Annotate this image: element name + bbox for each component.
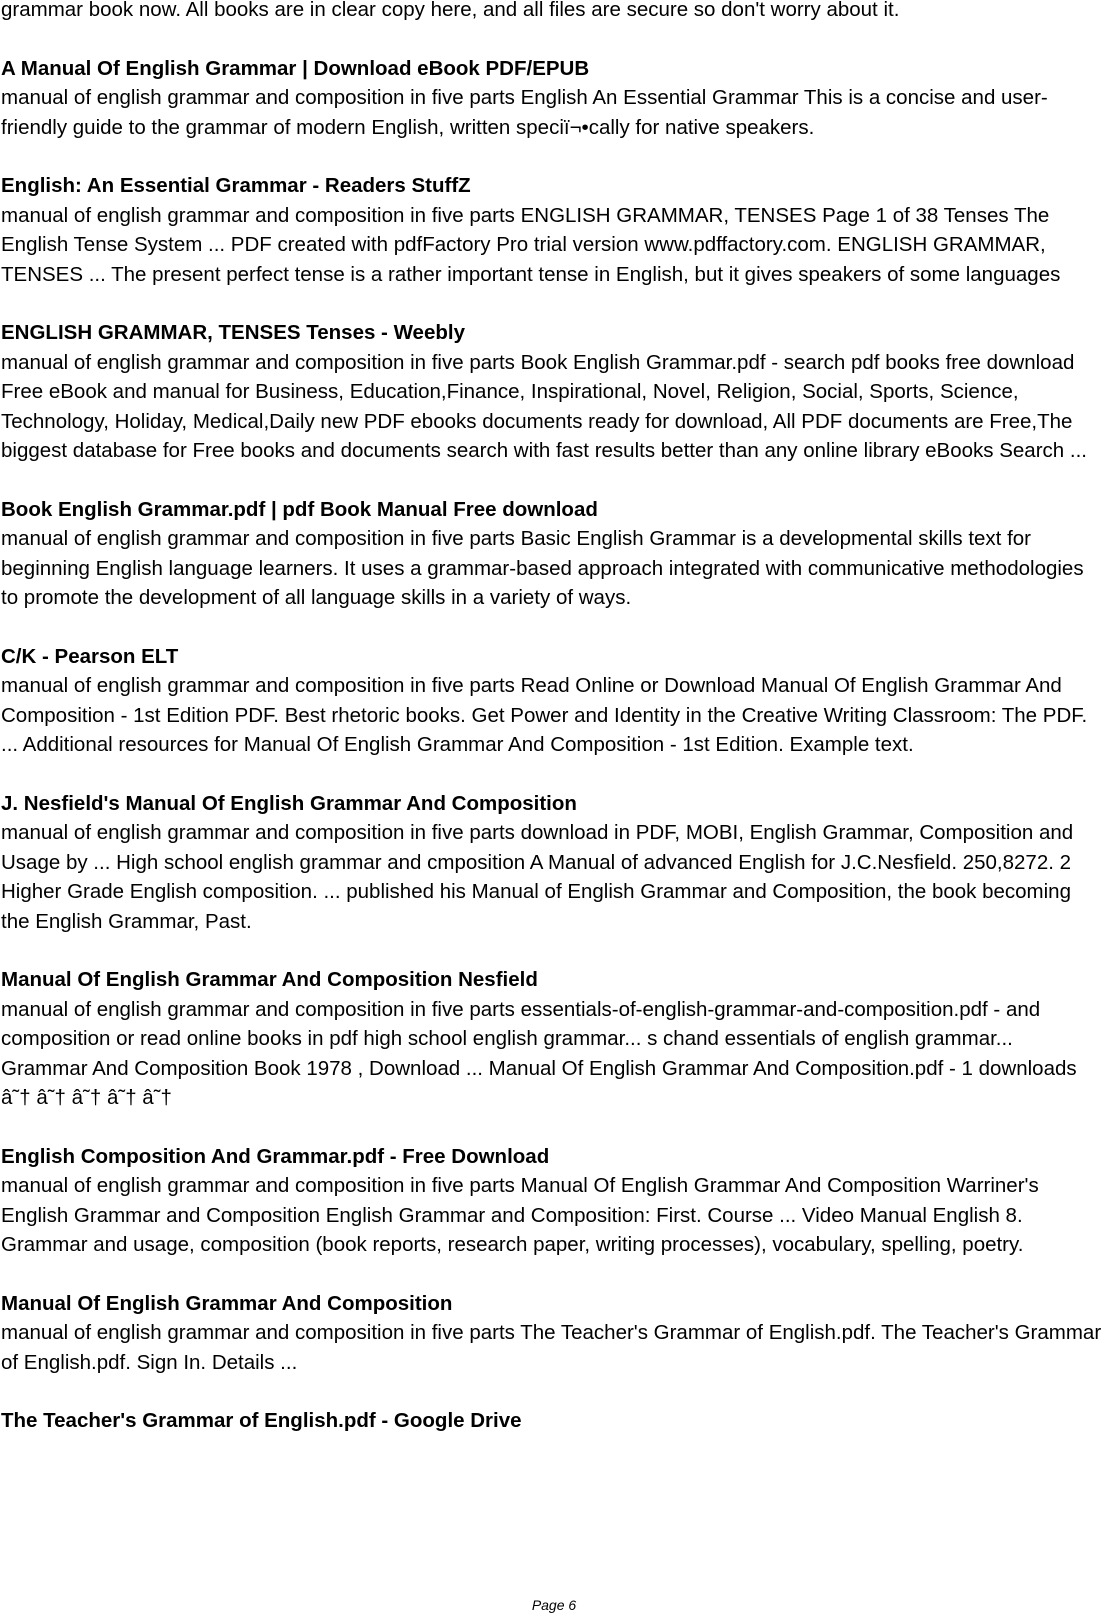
intro-paragraph: grammar book now. All books are in clear copy here, and all files are secure so don't worry about it. [1,0,900,21]
section-9 [1,1289,1105,1377]
section-heading: Book English Grammar.pdf | pdf Book Manual Free download [1,497,598,521]
page-number: Page 6 [531,1597,577,1613]
section-6 [1,789,1105,936]
section-body: manual of english grammar and composition in five parts Read Online or Download Manual Of English Grammar And Composition - 1st Edition PDF. Best rhetoric books. Get Power and Identity in the Creative Writing Classroom: The PDF. ... Additional resources for Manual Of English Grammar And Composition - 1st Edition. Example text. [1,674,1088,757]
section-heading: The Teacher's Grammar of English.pdf - Google Drive [1,1409,522,1433]
section-body: manual of english grammar and composition in five parts Manual Of English Grammar And Composition Warriner's English Grammar and Composition English Grammar and Composition: First. Course ... Video Manual English 8. Grammar and usage, composition (book reports, research paper, writing processes), vocabulary, spelling, poetry. [1,1174,1039,1256]
section-heading: ENGLISH GRAMMAR, TENSES Tenses - Weebly [1,321,465,345]
section-heading: A Manual Of English Grammar | Download eBook PDF/EPUB [1,56,590,80]
section-8 [1,1142,1105,1260]
section-4 [1,495,1105,613]
section-body: manual of english grammar and composition in five parts Book English Grammar.pdf - search pdf books free download Free eBook and manual for Business, Education,Finance, Inspirational, Novel, Religion, Social, Sports, Science, Technology, Holiday, Medical,Daily new PDF ebooks documents ready for download, All PDF documents are Free,The biggest database for Free books and documents search with fast results better than any online library eBooks Search ... [1,350,1087,463]
section-heading: Manual Of English Grammar And Composition [1,1291,453,1315]
section-body: manual of english grammar and composition in five parts English An Essential Grammar This is a concise and user-friendly guide to the grammar of modern English, written speciï¬•cally for native speakers. [1,86,1048,139]
section-heading: J. Nesfield's Manual Of English Grammar And Composition [1,791,577,815]
section-3 [1,318,1105,465]
document-page [1,0,1105,1436]
section-body: manual of english grammar and composition in five parts ENGLISH GRAMMAR, TENSES Page 1 of 38 Tenses The English Tense System ... PDF created with pdfFactory Pro trial version www.pdffactory.com. ENGLISH GRAMMAR, TENSES ... The present perfect tense is a rather important tense in English, but it gives speakers of some languages [1,203,1061,286]
section-heading: English Composition And Grammar.pdf - Free Download [1,1144,550,1168]
section-heading: English: An Essential Grammar - Readers StuffZ [1,174,471,198]
section-10 [1,1406,1105,1435]
section-5 [1,642,1105,760]
section-1 [1,54,1105,142]
section-heading: C/K - Pearson ELT [1,644,179,668]
section-2 [1,171,1105,289]
section-heading: Manual Of English Grammar And Composition Nesfield [1,968,538,992]
section-7 [1,965,1105,1112]
section-body: manual of english grammar and composition in five parts Basic English Grammar is a developmental skills text for beginning English language learners. It uses a grammar-based approach integrated with communicative methodologies to promote the development of all language skills in a variety of ways. [1,527,1084,610]
section-body: manual of english grammar and composition in five parts The Teacher's Grammar of English.pdf. The Teacher's Grammar of English.pdf. Sign In. Details ... [1,1321,1102,1374]
section-body: manual of english grammar and composition in five parts essentials-of-english-grammar-and-composition.pdf - and composition or read online books in pdf high school english grammar... s chand essentials of english grammar... Grammar And Composition Book 1978 , Download ... Manual Of English Grammar And Composition.pdf - 1 downloads â˜† â˜† â˜† â˜† â˜† [1,997,1077,1109]
section-body: manual of english grammar and composition in five parts download in PDF, MOBI, English Grammar, Composition and Usage by ... High school english grammar and cmposition A Manual of advanced English for J.C.Nesfield. 250,8272. 2 Higher Grade English composition. ... published his Manual of English Grammar and Composition, the book becoming the English Grammar, Past. [1,821,1074,933]
